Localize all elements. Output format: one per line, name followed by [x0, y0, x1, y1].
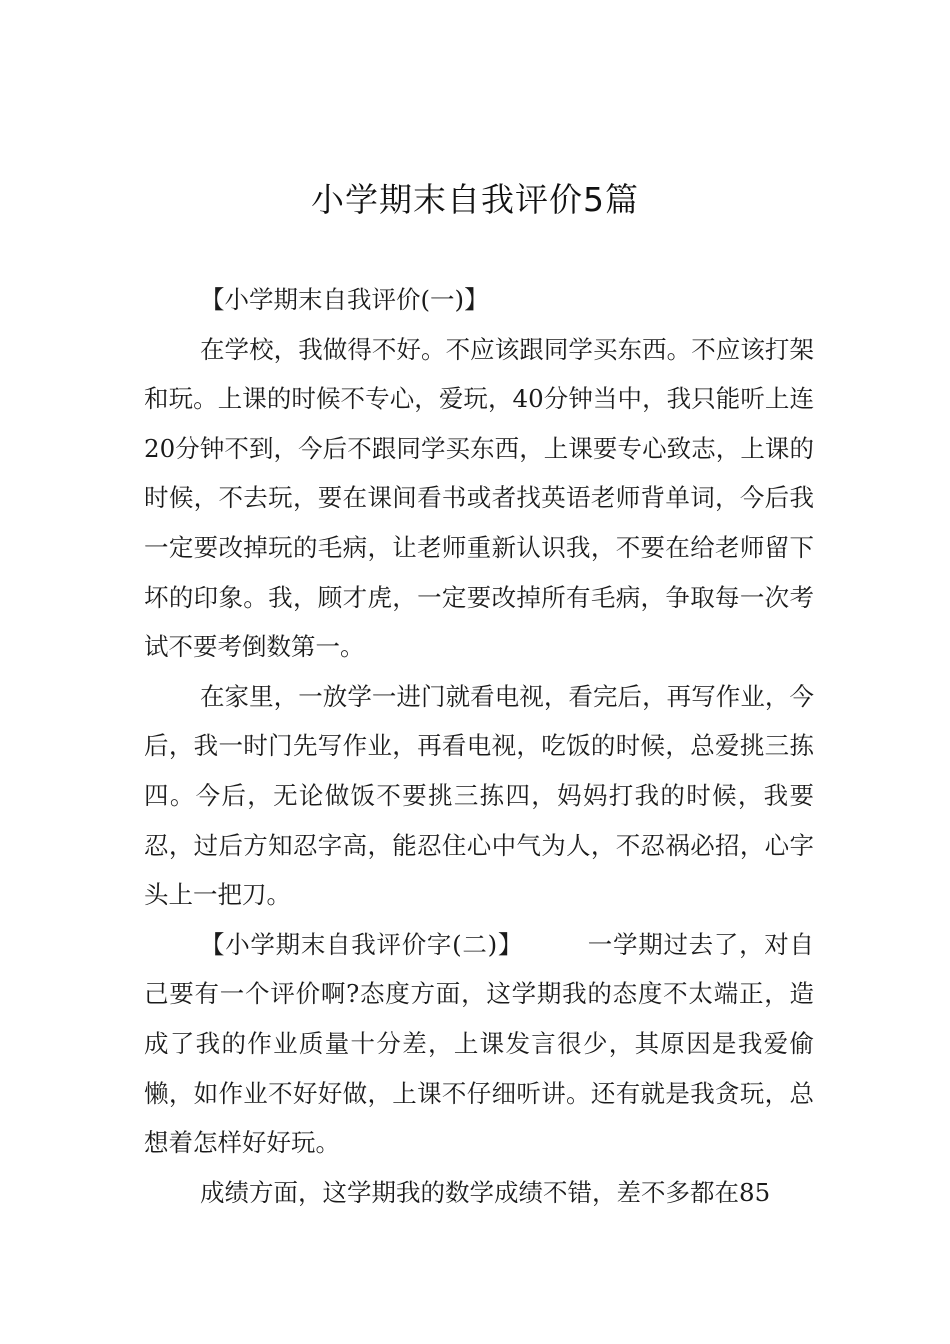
section-2-heading: 【小学期末自我评价字(二)】 — [200, 929, 524, 959]
section-2-paragraph-2: 成绩方面，这学期我的数学成绩不错，差不多都在85 — [200, 1177, 771, 1207]
section-2-paragraph-1: 一学期过去了，对自己要有一个评价啊?态度方面，这学期我的态度不太端正，造成了我的作业质量十分差，上课发言很少，其原因是我爱偷懒，如作业不好好做，上课不仔细听讲。还有就是我贪玩，总想着怎样好好玩。 — [144, 929, 815, 1158]
section-1-paragraph-1: 在学校，我做得不好。不应该跟同学买东西。不应该打架和玩。上课的时候不专心，爱玩，40分钟当中，我只能听上连20分钟不到，今后不跟同学买东西，上课要专心致志，上课的时候，不去玩，要在课间看书或者找英语老师背单词，今后我一定要改掉玩的毛病，让老师重新认识我，不要在给老师留下坏的印象。我，顾才虎，一定要改掉所有毛病，争取每一次考试不要考倒数第一。 — [144, 334, 814, 662]
document-title: 小学期末自我评价5篇 — [311, 180, 639, 219]
document-body — [144, 275, 814, 1217]
section-1-paragraph-2: 在家里，一放学一进门就看电视，看完后，再写作业，今后，我一时门先写作业，再看电视，吃饭的时候，总爱挑三拣四。今后，无论做饭不要挑三拣四，妈妈打我的时候，我要忍，过后方知忍字高，能忍住心中气为人，不忍祸必招，心字头上一把刀。 — [144, 681, 814, 910]
section-2-first-paragraph-block — [144, 920, 814, 1168]
section-1-heading: 【小学期末自我评价(一)】 — [200, 285, 489, 314]
